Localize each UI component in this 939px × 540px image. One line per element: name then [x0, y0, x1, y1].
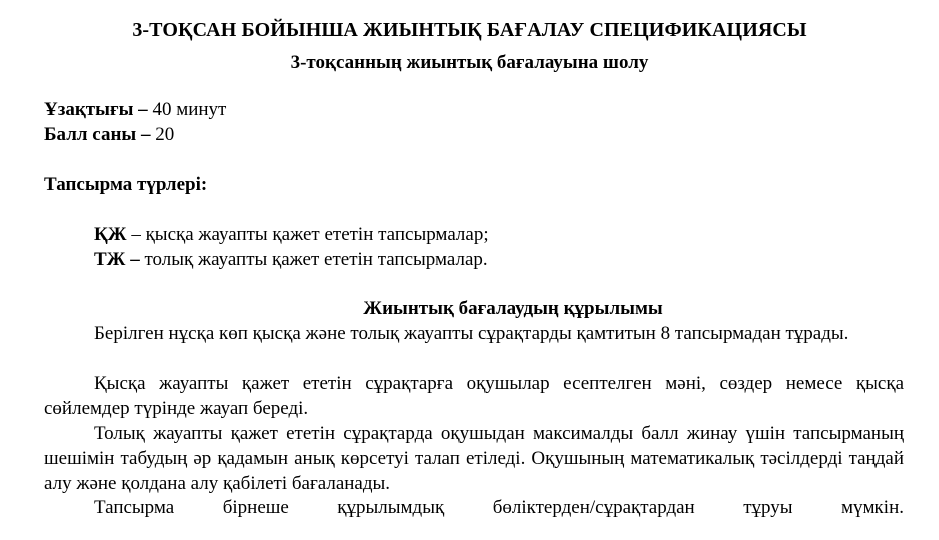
task-types-heading: Тапсырма түрлері: — [44, 174, 208, 195]
paragraph: Толық жауапты қажет ететін сұрақтарда оқушыдан максималды балл жинау үшін тапсырманың шешімін табудың әр қадамын анық көрсетуі талап етіледі. Оқушының математикалық тәсілдерді таңдай алу және қолдана алу қабілеті бағаланады. — [44, 423, 904, 494]
document-subtitle: 3-тоқсанның жиынтық бағалауына шолу — [290, 52, 649, 73]
score-value: 20 — [150, 124, 175, 145]
task-type-item-full — [94, 248, 488, 272]
duration-line — [44, 98, 226, 122]
task-type-abbr: ТЖ – — [94, 249, 140, 270]
score-label: Балл саны – — [44, 124, 151, 145]
paragraph: Тапсырма бірнеше құрылымдық бөліктерден/сұрақтардан тұруы мүмкін. — [94, 497, 904, 518]
structure-heading: Жиынтық бағалаудың құрылымы — [363, 298, 663, 319]
task-type-desc: толық жауапты қажет ететін тапсырмалар. — [139, 249, 488, 270]
task-type-abbr: ҚЖ — [94, 224, 127, 245]
paragraph: Берілген нұсқа көп қысқа және толық жауапты сұрақтарды қамтитын 8 тапсырмадан тұрады. — [94, 323, 849, 344]
paragraph: Қысқа жауапты қажет ететін сұрақтарға оқушылар есептелген мәні, сөздер немесе қысқа сөйлемдер түрінде жауап береді. — [44, 373, 904, 419]
score-line — [44, 123, 174, 147]
duration-value: 40 минут — [147, 99, 227, 120]
duration-label: Ұзақтығы – — [44, 99, 148, 120]
task-type-desc: – қысқа жауапты қажет ететін тапсырмалар; — [126, 224, 489, 245]
document-title: 3-ТОҚСАН БОЙЫНША ЖИЫНТЫҚ БАҒАЛАУ СПЕЦИФИКАЦИЯСЫ — [132, 19, 807, 41]
task-type-item-short — [94, 223, 489, 247]
